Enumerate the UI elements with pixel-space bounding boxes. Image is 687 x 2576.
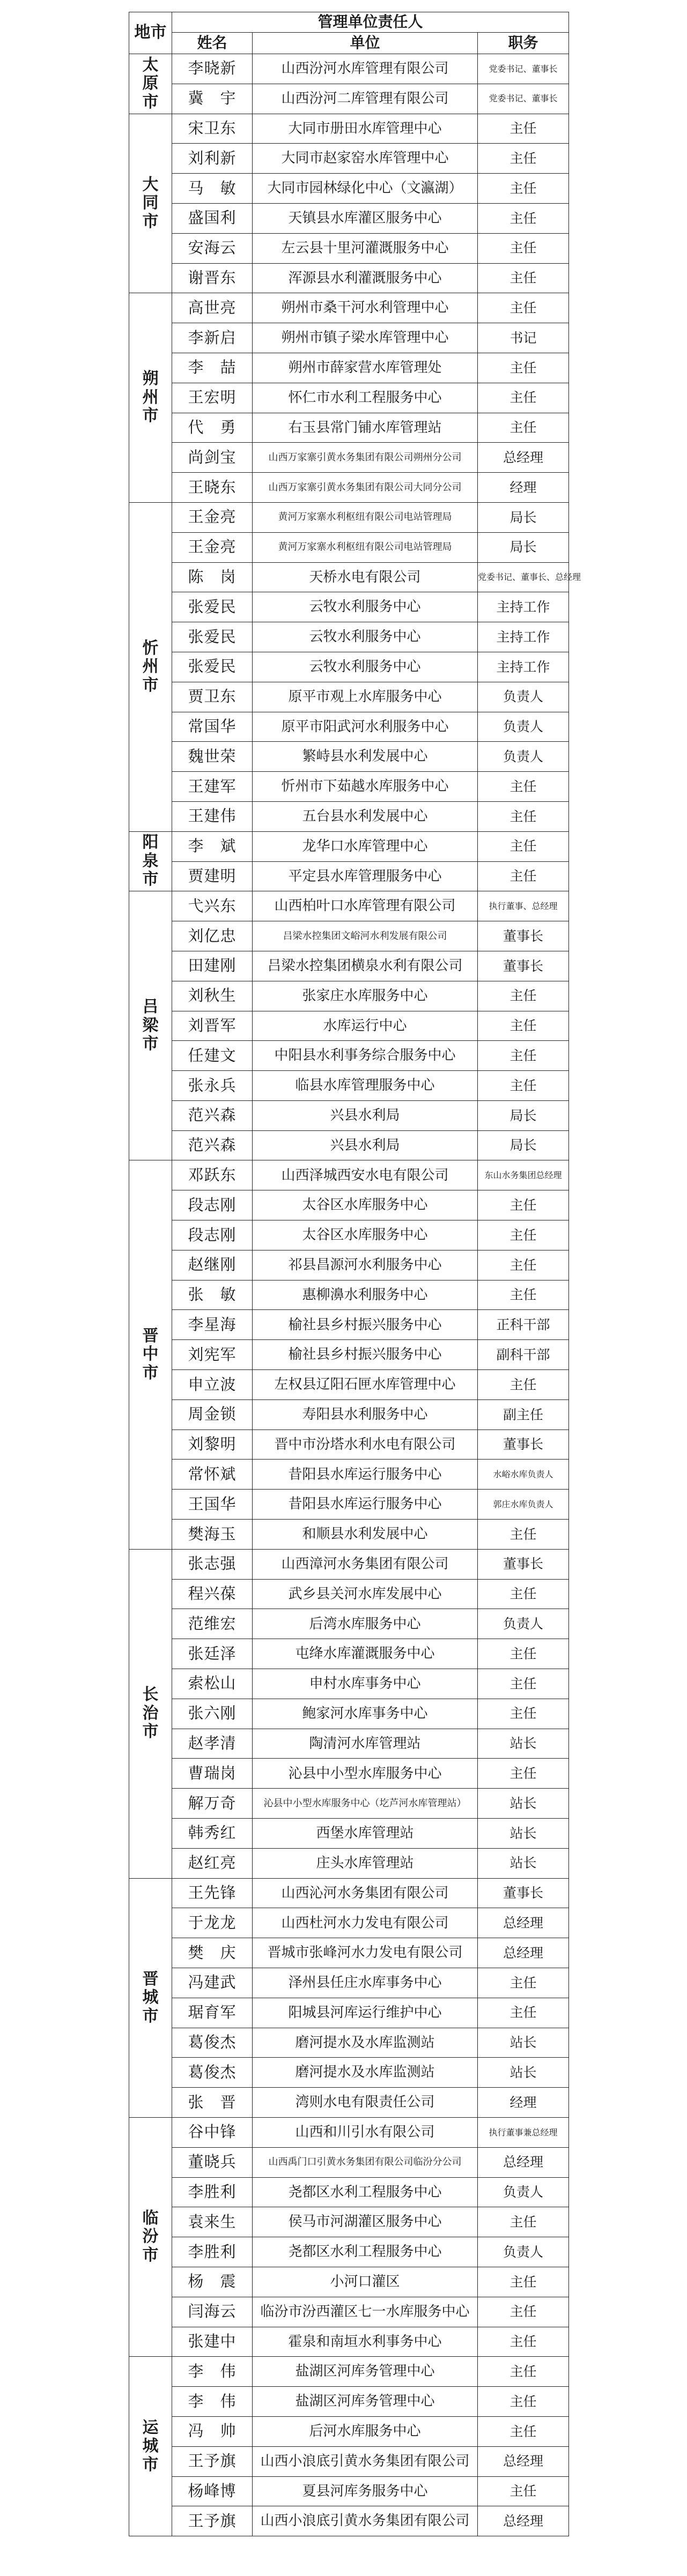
unit-cell: 右玉县常门铺水库管理站	[253, 413, 478, 443]
name-cell: 马 敏	[172, 174, 253, 204]
name-cell: 任建文	[172, 1041, 253, 1071]
name-cell: 王晓东	[172, 473, 253, 503]
position-cell: 经理	[478, 473, 569, 503]
city-cell: 阳 泉 市	[129, 831, 172, 891]
unit-cell: 祁县昌源河水利服务中心	[253, 1250, 478, 1280]
position-cell: 主任	[478, 1579, 569, 1609]
unit-cell: 平定县水库管理服务中心	[253, 861, 478, 891]
name-cell: 盛国利	[172, 203, 253, 233]
name-cell: 赵红亮	[172, 1848, 253, 1878]
position-cell: 总经理	[478, 443, 569, 473]
position-cell: 主任	[478, 2207, 569, 2237]
unit-cell: 泽州县任庄水库事务中心	[253, 1968, 478, 1998]
name-cell: 李 伟	[172, 2387, 253, 2417]
city-cell: 运 城 市	[129, 2357, 172, 2536]
position-cell: 站长	[478, 1819, 569, 1849]
unit-cell: 黄河万家寨水利枢纽有限公司电站管理局	[253, 502, 478, 532]
position-cell: 局长	[478, 502, 569, 532]
unit-cell: 山西小浪底引黄水务集团有限公司	[253, 2446, 478, 2476]
position-cell: 总经理	[478, 1938, 569, 1968]
name-cell: 弋兴东	[172, 891, 253, 921]
name-cell: 周金锁	[172, 1399, 253, 1430]
unit-cell: 水库运行中心	[253, 1011, 478, 1041]
name-cell: 范维宏	[172, 1609, 253, 1639]
name-cell: 安海云	[172, 233, 253, 263]
unit-cell: 兴县水利局	[253, 1130, 478, 1160]
unit-cell: 和顺县水利发展中心	[253, 1520, 478, 1550]
name-cell: 李 斌	[172, 831, 253, 861]
unit-cell: 阳城县河库运行维护中心	[253, 1998, 478, 2028]
unit-cell: 五台县水利发展中心	[253, 801, 478, 831]
unit-cell: 后河水库服务中心	[253, 2416, 478, 2446]
unit-cell: 临汾市汾西灌区七一水库服务中心	[253, 2297, 478, 2327]
unit-cell: 原平市观上水库服务中心	[253, 682, 478, 712]
name-cell: 王予旗	[172, 2506, 253, 2536]
position-cell: 局长	[478, 532, 569, 562]
position-cell: 主任	[478, 1520, 569, 1550]
unit-cell: 兴县水利局	[253, 1100, 478, 1130]
name-cell: 王予旗	[172, 2446, 253, 2476]
unit-cell: 中阳县水利事务综合服务中心	[253, 1041, 478, 1071]
name-cell: 王宏明	[172, 383, 253, 413]
unit-cell: 磨河提水及水库监测站	[253, 2058, 478, 2088]
name-cell: 王先锋	[172, 1878, 253, 1908]
name-cell: 程兴葆	[172, 1579, 253, 1609]
unit-cell: 屯绛水库灌溉服务中心	[253, 1639, 478, 1669]
unit-cell: 忻州市下茹越水库服务中心	[253, 772, 478, 802]
name-cell: 樊海玉	[172, 1520, 253, 1550]
unit-cell: 山西万家寨引黄水务集团有限公司大同分公司	[253, 473, 478, 503]
name-cell: 王建伟	[172, 801, 253, 831]
unit-cell: 云牧水利服务中心	[253, 592, 478, 622]
position-cell: 主任	[478, 383, 569, 413]
name-cell: 张 敏	[172, 1280, 253, 1310]
unit-cell: 朔州市薛家营水库管理处	[253, 353, 478, 383]
unit-cell: 天桥水电有限公司	[253, 562, 478, 592]
position-cell: 主任	[478, 2297, 569, 2327]
unit-cell: 左云县十里河灌溉服务中心	[253, 233, 478, 263]
city-cell: 晋 城 市	[129, 1878, 172, 2117]
unit-cell: 庄头水库管理站	[253, 1848, 478, 1878]
name-cell: 李新启	[172, 323, 253, 353]
city-cell: 晋 中 市	[129, 1160, 172, 1549]
unit-cell: 盐湖区河库务管理中心	[253, 2357, 478, 2387]
unit-cell: 山西和川引水有限公司	[253, 2117, 478, 2147]
position-cell: 主任	[478, 2476, 569, 2506]
unit-cell: 吕梁水控集团横泉水利有限公司	[253, 951, 478, 981]
position-cell: 主任	[478, 114, 569, 144]
position-cell: 主任	[478, 1250, 569, 1280]
unit-cell: 山西汾河二库管理有限公司	[253, 84, 478, 114]
position-cell: 正科干部	[478, 1310, 569, 1340]
name-cell: 解万奇	[172, 1789, 253, 1819]
unit-cell: 黄河万家寨水利枢纽有限公司电站管理局	[253, 532, 478, 562]
position-cell: 主任	[478, 1968, 569, 1998]
unit-cell: 云牧水利服务中心	[253, 652, 478, 682]
unit-cell: 大同市赵家窑水库管理中心	[253, 144, 478, 174]
name-cell: 常国华	[172, 712, 253, 742]
position-cell: 董事长	[478, 1430, 569, 1460]
unit-cell: 盐湖区河库务管理中心	[253, 2387, 478, 2417]
position-cell: 副主任	[478, 1399, 569, 1430]
name-cell: 段志刚	[172, 1190, 253, 1220]
unit-cell: 申村水库事务中心	[253, 1669, 478, 1699]
name-cell: 常怀斌	[172, 1460, 253, 1490]
city-cell: 大 同 市	[129, 114, 172, 293]
position-cell: 执行董事、总经理	[478, 891, 569, 921]
unit-cell: 左权县辽阳石匣水库管理中心	[253, 1370, 478, 1400]
name-cell: 张永兵	[172, 1071, 253, 1101]
unit-cell: 太谷区水库服务中心	[253, 1190, 478, 1220]
unit-cell: 磨河提水及水库监测站	[253, 2028, 478, 2058]
position-cell: 总经理	[478, 1908, 569, 1938]
name-cell: 李胜利	[172, 2237, 253, 2267]
position-cell: 主任	[478, 1220, 569, 1250]
unit-cell: 天镇县水库灌区服务中心	[253, 203, 478, 233]
name-column-header: 姓名	[172, 33, 253, 54]
name-cell: 刘黎明	[172, 1430, 253, 1460]
position-cell: 董事长	[478, 1549, 569, 1579]
position-column-header: 职务	[478, 33, 569, 54]
name-cell: 葛俊杰	[172, 2058, 253, 2088]
name-cell: 樊 庆	[172, 1938, 253, 1968]
position-cell: 主任	[478, 1041, 569, 1071]
name-cell: 张志强	[172, 1549, 253, 1579]
position-cell: 董事长	[478, 921, 569, 951]
unit-cell: 山西漳河水务集团有限公司	[253, 1549, 478, 1579]
name-cell: 张爱民	[172, 622, 253, 652]
city-cell: 临 汾 市	[129, 2117, 172, 2356]
unit-cell: 侯马市河湖灌区服务中心	[253, 2207, 478, 2237]
position-cell: 主任	[478, 1370, 569, 1400]
unit-cell: 临县水库管理服务中心	[253, 1071, 478, 1101]
position-cell: 郭庄水库负责人	[478, 1490, 569, 1520]
name-cell: 葛俊杰	[172, 2028, 253, 2058]
position-cell: 董事长	[478, 1878, 569, 1908]
unit-cell: 沁县中小型水库服务中心（圪芦河水库管理站）	[253, 1789, 478, 1819]
position-cell: 站长	[478, 1789, 569, 1819]
name-cell: 刘亿忠	[172, 921, 253, 951]
unit-cell: 山西汾河水库管理有限公司	[253, 54, 478, 84]
position-cell: 主任	[478, 2327, 569, 2357]
city-cell: 长 治 市	[129, 1549, 172, 1878]
position-cell: 主任	[478, 144, 569, 174]
position-cell: 主任	[478, 2357, 569, 2387]
name-cell: 王建军	[172, 772, 253, 802]
name-cell: 张建中	[172, 2327, 253, 2357]
unit-cell: 西堡水库管理站	[253, 1819, 478, 1849]
unit-cell: 晋中市汾塔水利水电有限公司	[253, 1430, 478, 1460]
city-cell: 忻 州 市	[129, 502, 172, 831]
position-cell: 主任	[478, 203, 569, 233]
position-cell: 主任	[478, 1190, 569, 1220]
position-cell: 负责人	[478, 682, 569, 712]
position-cell: 总经理	[478, 2147, 569, 2177]
name-cell: 赵继刚	[172, 1250, 253, 1280]
unit-cell: 寿阳县水利服务中心	[253, 1399, 478, 1430]
unit-column-header: 单位	[253, 33, 478, 54]
position-cell: 东山水务集团总经理	[478, 1160, 569, 1190]
unit-cell: 浑源县水利灌溉服务中心	[253, 263, 478, 293]
unit-cell: 惠柳濞水利服务中心	[253, 1280, 478, 1310]
unit-cell: 小河口灌区	[253, 2267, 478, 2297]
group-header: 管理单位责任人	[172, 12, 569, 33]
position-cell: 主任	[478, 233, 569, 263]
position-cell: 负责人	[478, 1609, 569, 1639]
position-cell: 主任	[478, 1011, 569, 1041]
name-cell: 索松山	[172, 1669, 253, 1699]
position-cell: 负责人	[478, 2237, 569, 2267]
name-cell: 魏世荣	[172, 742, 253, 772]
name-cell: 刘宪军	[172, 1340, 253, 1370]
name-cell: 贾建明	[172, 861, 253, 891]
name-cell: 张廷泽	[172, 1639, 253, 1669]
name-cell: 陈 岗	[172, 562, 253, 592]
name-cell: 王国华	[172, 1490, 253, 1520]
position-cell: 主任	[478, 353, 569, 383]
position-cell: 经理	[478, 2088, 569, 2118]
unit-cell: 山西万家寨引黄水务集团有限公司朔州分公司	[253, 443, 478, 473]
unit-cell: 大同市册田水库管理中心	[253, 114, 478, 144]
unit-cell: 霍泉和南垣水利事务中心	[253, 2327, 478, 2357]
name-cell: 冯建武	[172, 1968, 253, 1998]
position-cell: 主任	[478, 174, 569, 204]
position-cell: 党委书记、董事长、总经理	[478, 562, 569, 592]
city-column-header: 地市	[129, 12, 172, 54]
name-cell: 范兴森	[172, 1100, 253, 1130]
position-cell: 主持工作	[478, 652, 569, 682]
unit-cell: 沁县中小型水库服务中心	[253, 1759, 478, 1789]
unit-cell: 山西小浪底引黄水务集团有限公司	[253, 2506, 478, 2536]
position-cell: 主任	[478, 772, 569, 802]
name-cell: 代 勇	[172, 413, 253, 443]
name-cell: 韩秀红	[172, 1819, 253, 1849]
position-cell: 主任	[478, 293, 569, 323]
unit-cell: 尧都区水利工程服务中心	[253, 2177, 478, 2207]
name-cell: 杨峰博	[172, 2476, 253, 2506]
name-cell: 尚剑宝	[172, 443, 253, 473]
name-cell: 于龙龙	[172, 1908, 253, 1938]
name-cell: 赵孝清	[172, 1729, 253, 1759]
name-cell: 王金亮	[172, 532, 253, 562]
position-cell: 副科干部	[478, 1340, 569, 1370]
name-cell: 刘利新	[172, 144, 253, 174]
position-cell: 主任	[478, 2387, 569, 2417]
name-cell: 邓跃东	[172, 1160, 253, 1190]
name-cell: 董晓兵	[172, 2147, 253, 2177]
position-cell: 总经理	[478, 2506, 569, 2536]
position-cell: 主任	[478, 2416, 569, 2446]
city-cell: 太 原 市	[129, 54, 172, 114]
name-cell: 刘秋生	[172, 981, 253, 1011]
position-cell: 主任	[478, 861, 569, 891]
position-cell: 董事长	[478, 951, 569, 981]
name-cell: 张爱民	[172, 592, 253, 622]
name-cell: 张 晋	[172, 2088, 253, 2118]
position-cell: 主任	[478, 1280, 569, 1310]
name-cell: 张六刚	[172, 1699, 253, 1729]
name-cell: 刘晋军	[172, 1011, 253, 1041]
unit-cell: 夏县河库务服务中心	[253, 2476, 478, 2506]
unit-cell: 山西泽城西安水电有限公司	[253, 1160, 478, 1190]
name-cell: 李星海	[172, 1310, 253, 1340]
position-cell: 站长	[478, 2058, 569, 2088]
name-cell: 田建刚	[172, 951, 253, 981]
name-cell: 琚育军	[172, 1998, 253, 2028]
position-cell: 负责人	[478, 2177, 569, 2207]
name-cell: 段志刚	[172, 1220, 253, 1250]
unit-cell: 陶清河水库管理站	[253, 1729, 478, 1759]
unit-cell: 山西禹门口引黄水务集团有限公司临汾分公司	[253, 2147, 478, 2177]
name-cell: 申立波	[172, 1370, 253, 1400]
position-cell: 主任	[478, 831, 569, 861]
unit-cell: 昔阳县水库运行服务中心	[253, 1490, 478, 1520]
unit-cell: 尧都区水利工程服务中心	[253, 2237, 478, 2267]
name-cell: 曹瑞岗	[172, 1759, 253, 1789]
unit-cell: 繁峙县水利发展中心	[253, 742, 478, 772]
unit-cell: 朔州市镇子梁水库管理中心	[253, 323, 478, 353]
position-cell: 总经理	[478, 2446, 569, 2476]
position-cell: 主任	[478, 2267, 569, 2297]
unit-cell: 山西柏叶口水库管理有限公司	[253, 891, 478, 921]
name-cell: 范兴森	[172, 1130, 253, 1160]
position-cell: 负责人	[478, 742, 569, 772]
position-cell: 党委书记、董事长	[478, 84, 569, 114]
position-cell: 站长	[478, 2028, 569, 2058]
position-cell: 主任	[478, 1998, 569, 2028]
name-cell: 谢晋东	[172, 263, 253, 293]
position-cell: 主任	[478, 1639, 569, 1669]
position-cell: 负责人	[478, 712, 569, 742]
name-cell: 李 伟	[172, 2357, 253, 2387]
position-cell: 主任	[478, 1759, 569, 1789]
responsibility-table	[129, 12, 686, 2536]
name-cell: 谷中锋	[172, 2117, 253, 2147]
position-cell: 主任	[478, 1699, 569, 1729]
position-cell: 站长	[478, 1729, 569, 1759]
position-cell: 执行董事兼总经理	[478, 2117, 569, 2147]
unit-cell: 鲍家河水库事务中心	[253, 1699, 478, 1729]
position-cell: 局长	[478, 1100, 569, 1130]
unit-cell: 晋城市张峰河水力发电有限公司	[253, 1938, 478, 1968]
unit-cell: 湾则水电有限责任公司	[253, 2088, 478, 2118]
position-cell: 主任	[478, 981, 569, 1011]
position-cell: 主任	[478, 1071, 569, 1101]
unit-cell: 后湾水库服务中心	[253, 1609, 478, 1639]
name-cell: 张爱民	[172, 652, 253, 682]
unit-cell: 太谷区水库服务中心	[253, 1220, 478, 1250]
position-cell: 党委书记、董事长	[478, 54, 569, 84]
position-cell: 主持工作	[478, 592, 569, 622]
position-cell: 主任	[478, 413, 569, 443]
unit-cell: 朔州市桑干河水利管理中心	[253, 293, 478, 323]
position-cell: 水峪水库负责人	[478, 1460, 569, 1490]
unit-cell: 龙华口水库管理中心	[253, 831, 478, 861]
position-cell: 站长	[478, 1848, 569, 1878]
name-cell: 闫海云	[172, 2297, 253, 2327]
name-cell: 杨 震	[172, 2267, 253, 2297]
name-cell: 王金亮	[172, 502, 253, 532]
unit-cell: 大同市园林绿化中心（文瀛湖）	[253, 174, 478, 204]
position-cell: 主任	[478, 801, 569, 831]
unit-cell: 武乡县关河水库发展中心	[253, 1579, 478, 1609]
unit-cell: 怀仁市水利工程服务中心	[253, 383, 478, 413]
position-cell: 主任	[478, 1669, 569, 1699]
position-cell: 主任	[478, 263, 569, 293]
city-cell: 吕 梁 市	[129, 891, 172, 1160]
name-cell: 袁来生	[172, 2207, 253, 2237]
name-cell: 冯 帅	[172, 2416, 253, 2446]
position-cell: 局长	[478, 1130, 569, 1160]
name-cell: 宋卫东	[172, 114, 253, 144]
unit-cell: 云牧水利服务中心	[253, 622, 478, 652]
name-cell: 李 喆	[172, 353, 253, 383]
name-cell: 李晓新	[172, 54, 253, 84]
unit-cell: 昔阳县水库运行服务中心	[253, 1460, 478, 1490]
name-cell: 贾卫东	[172, 682, 253, 712]
name-cell: 高世亮	[172, 293, 253, 323]
city-cell: 朔 州 市	[129, 293, 172, 503]
unit-cell: 张家庄水库服务中心	[253, 981, 478, 1011]
name-cell: 李胜利	[172, 2177, 253, 2207]
unit-cell: 榆社县乡村振兴服务中心	[253, 1340, 478, 1370]
unit-cell: 原平市阳武河水利服务中心	[253, 712, 478, 742]
unit-cell: 吕梁水控集团文峪河水利发展有限公司	[253, 921, 478, 951]
unit-cell: 榆社县乡村振兴服务中心	[253, 1310, 478, 1340]
unit-cell: 山西杜河水力发电有限公司	[253, 1908, 478, 1938]
position-cell: 书记	[478, 323, 569, 353]
unit-cell: 山西沁河水务集团有限公司	[253, 1878, 478, 1908]
position-cell: 主持工作	[478, 622, 569, 652]
name-cell: 冀 宇	[172, 84, 253, 114]
table-row	[129, 54, 687, 84]
